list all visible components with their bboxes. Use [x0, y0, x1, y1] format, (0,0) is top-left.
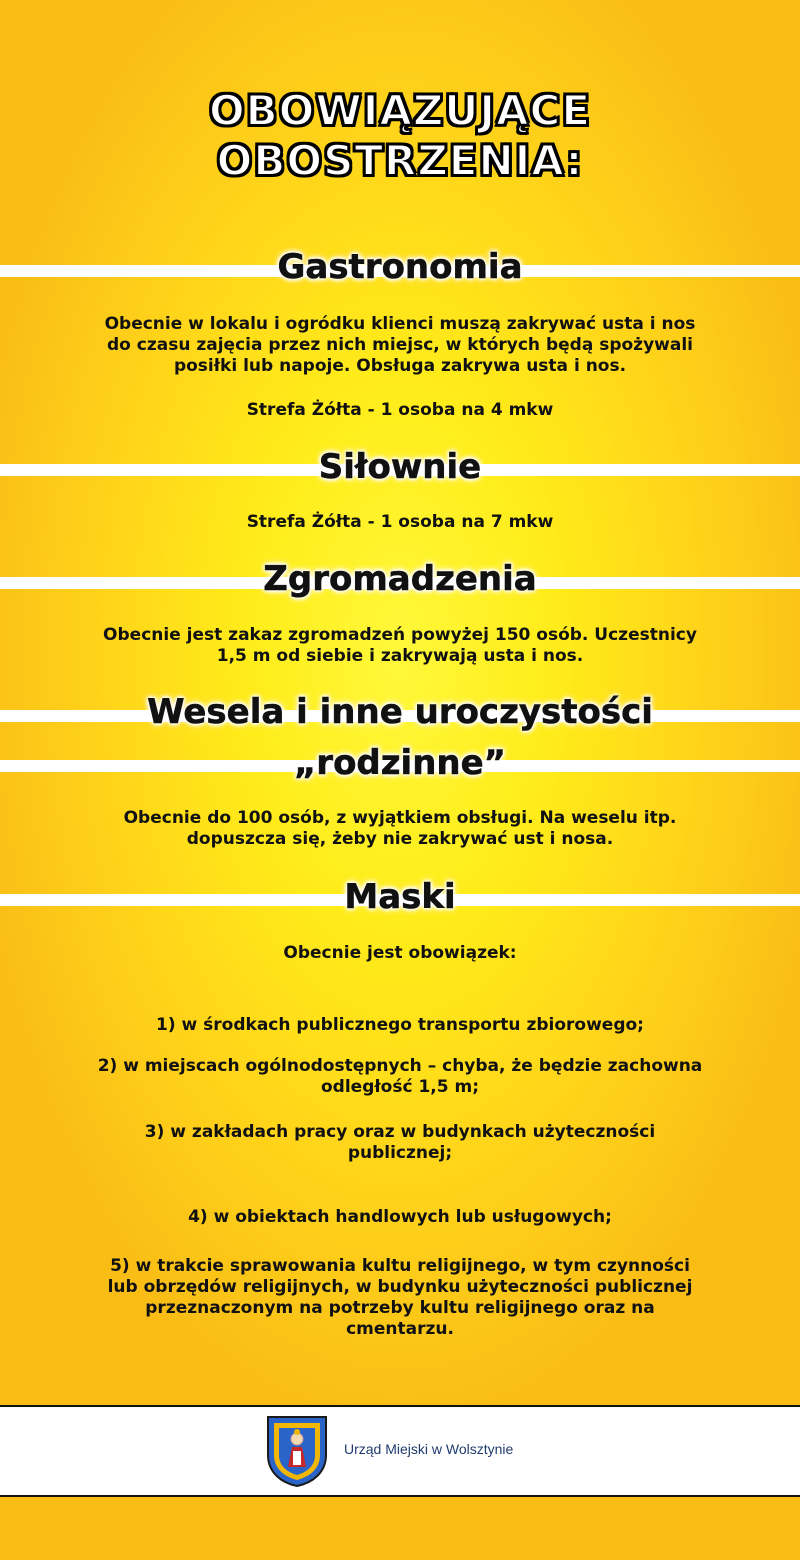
heading-text: „rodzinne”	[293, 743, 507, 783]
heading-text: Zgromadzenia	[263, 559, 537, 599]
maski-item-1: 1) w środkach publicznego transportu zbiorowego;	[156, 1015, 644, 1035]
zgromadzenia-description	[0, 625, 800, 667]
section-heading-wesela-line-2	[0, 743, 800, 783]
text-line: cmentarzu.	[346, 1319, 454, 1339]
wesela-description	[0, 808, 800, 850]
page-title-line-1: OBOWIĄZUJĄCE	[208, 86, 592, 135]
page-title	[0, 86, 800, 186]
text-line: 2) w miejscach ogólnodostępnych – chyba, że będzie zachowna	[97, 1056, 703, 1076]
text-line: Obecnie w lokalu i ogródku klienci muszą zakrywać usta i nos	[104, 314, 696, 334]
text-line: dopuszcza się, żeby nie zakrywać ust i nosa.	[186, 829, 614, 849]
gastronomia-zone: Strefa Żółta - 1 osoba na 4 mkw	[246, 400, 554, 420]
text-line: do czasu zajęcia przez nich miejsc, w których będą spożywali	[107, 335, 693, 355]
text-line: 1,5 m od siebie i zakrywają usta i nos.	[216, 646, 584, 666]
section-heading-maski	[0, 877, 800, 917]
heading-text: Gastronomia	[277, 247, 523, 287]
maski-item-3	[0, 1122, 800, 1164]
maski-item-2	[0, 1056, 800, 1098]
section-heading-wesela	[0, 692, 800, 732]
section-heading-zgromadzenia	[0, 559, 800, 599]
heading-text: Wesela i inne uroczystości	[147, 692, 653, 732]
text-line: Obecnie do 100 osób, z wyjątkiem obsługi. Na weselu itp.	[123, 808, 677, 828]
text-line: przeznaczonym na potrzeby kultu religijnego oraz na	[145, 1298, 655, 1318]
text-line: Obecnie jest zakaz zgromadzeń powyżej 150 osób. Uczestnicy	[103, 625, 697, 645]
silownie-zone: Strefa Żółta - 1 osoba na 7 mkw	[246, 512, 554, 532]
organization-name: Urząd Miejski w Wolsztynie	[344, 1441, 514, 1457]
section-heading-gastronomia	[0, 247, 800, 287]
text-line: publicznej;	[347, 1143, 453, 1163]
text-line: lub obrzędów religijnych, w budynku użyteczności publicznej	[107, 1277, 693, 1297]
heading-text: Siłownie	[318, 447, 482, 487]
text-line: odległość 1,5 m;	[320, 1077, 480, 1097]
section-heading-silownie	[0, 447, 800, 487]
coat-of-arms-icon	[266, 1415, 328, 1487]
text-line: 3) w zakładach pracy oraz w budynkach użyteczności	[144, 1122, 656, 1142]
maski-intro: Obecnie jest obowiązek:	[283, 943, 517, 963]
heading-text: Maski	[344, 877, 456, 917]
page-title-line-2: OBOSTRZENIA:	[216, 136, 584, 185]
text-line: 5) w trakcie sprawowania kultu religijnego, w tym czynności	[110, 1256, 690, 1276]
text-line: posiłki lub napoje. Obsługa zakrywa usta i nos.	[173, 356, 627, 376]
maski-item-5	[0, 1256, 800, 1340]
gastronomia-description	[0, 314, 800, 377]
maski-item-4: 4) w obiektach handlowych lub usługowych;	[188, 1207, 612, 1227]
footer-banner	[0, 1405, 800, 1497]
